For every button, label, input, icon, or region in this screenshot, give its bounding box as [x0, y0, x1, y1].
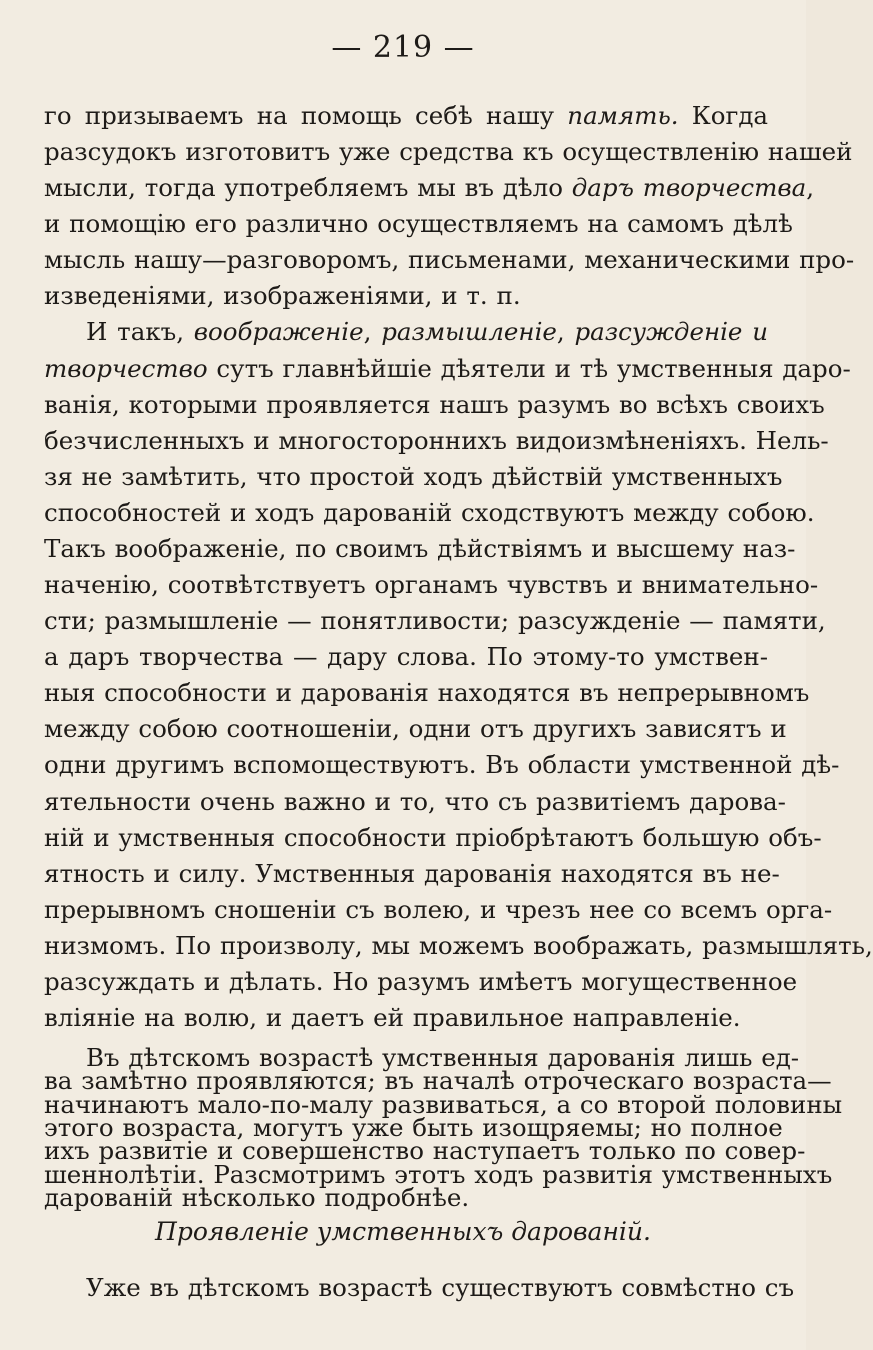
text-line-4: и помощію его различно осуществляемъ на самомъ дѣлѣ [44, 209, 793, 238]
text-line-34: Уже въ дѣтскомъ возрастѣ существуютъ совмѣстно съ [86, 1273, 795, 1302]
italic-term: воображеніе [193, 317, 364, 346]
text-line-17: ныя способности и дарованія находятся въ непрерывномъ [44, 678, 810, 707]
italic-term: творчество [44, 354, 208, 383]
text-line-15: сти; размышленіе — понятливости; разсужденіе — памяти, [44, 606, 826, 635]
text-line-10: безчисленныхъ и многосторонниxъ видоизмѣненіяхъ. Нель- [44, 426, 829, 455]
text-line-7: И такъ, воображеніе, размышленіе, разсужденіе и [86, 317, 768, 346]
text-line-11: зя не замѣтить, что простой ходъ дѣйствій умственныхъ [44, 462, 783, 491]
text-line-18: между собою соотношеніи, одни отъ другихъ зависятъ и [44, 714, 787, 743]
section-heading: Проявленіе умственныхъ дарованій. [155, 1217, 651, 1246]
text-line-9: ванія, которыми проявляется нашъ разумъ во всѣхъ своихъ [44, 390, 825, 419]
text-line-2: разсудокъ изготовитъ уже средства къ осуществленію нашей [44, 137, 853, 166]
text-line-19: одни другимъ вспомоществуютъ. Въ области умственной дѣ- [44, 750, 840, 779]
text-line-20: ятельности очень важно и то, что съ развитіемъ дарова- [44, 787, 786, 816]
text-line-22: ятность и силу. Умственныя дарованія находятся въ не- [44, 859, 780, 888]
text-line-1: го призываемъ на помощь себѣ нашу память. Когда [44, 101, 769, 130]
text-line-32: шеннолѣтіи. Разсмотримъ этотъ ходъ развитія умственныхъ [44, 1160, 833, 1189]
text-line-16: а даръ творчества — дару слова. По этому-то умствен- [44, 642, 768, 671]
text-line-30: этого возраста, могутъ уже быть изощряемы; но полное [44, 1113, 783, 1142]
italic-term: разсужденіе и [574, 317, 768, 346]
text-line-8: творчество сутъ главнѣйшіе дѣятели и тѣ умственныя даро- [44, 354, 851, 383]
text-line-27: Въ дѣтскомъ возрастѣ умственныя дарованія лишь ед- [86, 1043, 800, 1072]
text-line-14: наченію, соотвѣтствуетъ органамъ чувствъ и внимательно- [44, 570, 819, 599]
text-line-21: ній и умственныя способности пріобрѣтаютъ большую объ- [44, 823, 822, 852]
italic-term: размышленіе [381, 317, 557, 346]
text-line-28: ва замѣтно проявляются; въ началѣ отроческаго возраста— [44, 1066, 832, 1095]
text-line-6: изведеніями, изображеніями, и т. п. [44, 281, 521, 310]
text-line-5: мысль нашу—разговоромъ, письменами, механическими про- [44, 245, 855, 274]
text-line-3: мысли, тогда употребляемъ мы въ дѣло даръ творчества, [44, 173, 814, 202]
text-line-29: начинаютъ мало-по-малу развиваться, а со второй половины [44, 1090, 843, 1119]
italic-term: память. [567, 101, 679, 130]
text-line-24: низмомъ. По произволу, мы можемъ воображать, размышлять, [44, 931, 873, 960]
text-line-31: ихъ развитіе и совершенство наступаетъ только по совер- [44, 1136, 806, 1165]
text-line-12: способностей и ходъ дарованій сходствуютъ между собою. [44, 498, 815, 527]
italic-term: даръ творчества [571, 173, 807, 202]
text-line-33: дарованій нѣсколько подробнѣе. [44, 1183, 470, 1212]
text-line-13: Такъ воображеніе, по своимъ дѣйствіямъ и высшему наз- [44, 534, 796, 563]
text-line-26: вліяніе на волю, и даетъ ей правильное направленіе. [44, 1003, 741, 1032]
text-line-23: прерывномъ сношеніи съ волею, и чрезъ нее со всемъ орга- [44, 895, 833, 924]
text-line-25: разсуждать и дѣлать. Но разумъ имѣетъ могущественное [44, 967, 798, 996]
page-number: — 219 — [331, 30, 475, 65]
